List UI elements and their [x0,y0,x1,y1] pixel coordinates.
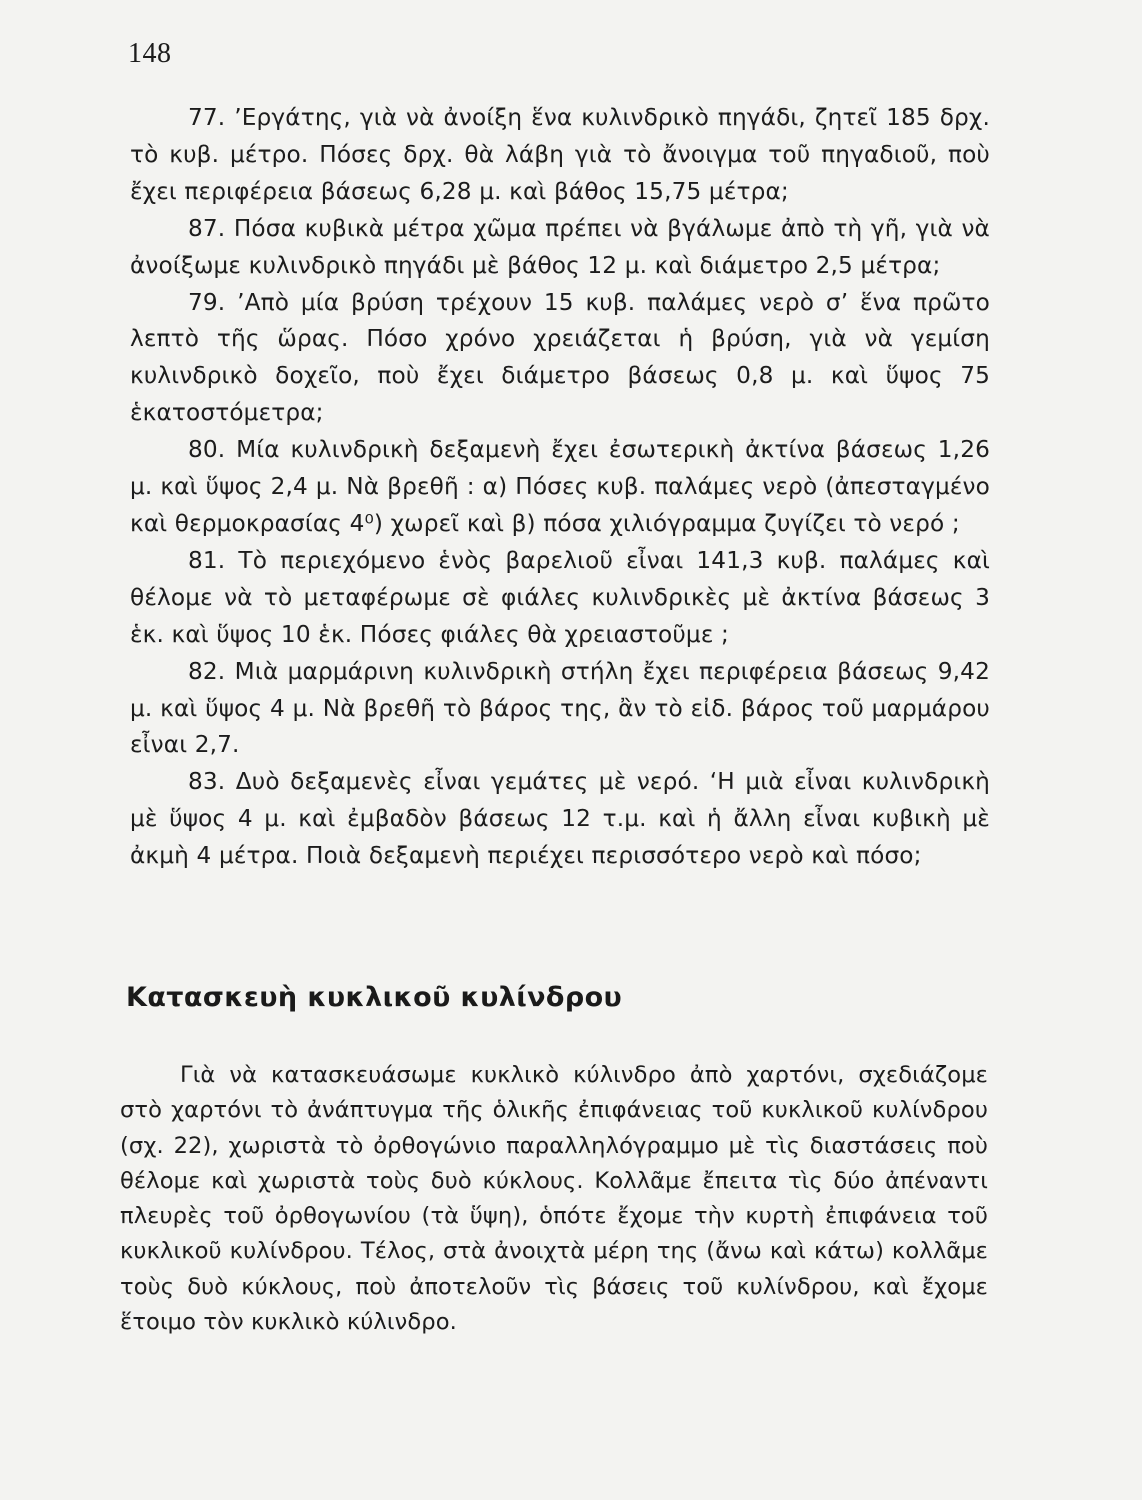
section-heading: Κατασκευὴ κυκλικοῦ κυλίνδρου [126,982,623,1013]
construction-paragraph: Γιὰ νὰ κατασκευάσωμε κυκλικὸ κύλινδρο ἀπὸ χαρτόνι, σχεδιάζομε στὸ χαρτόνι τὸ ἀνάπτυγμα τῆς ὁλικῆς ἐπιφάνειας τοῦ κυκλικοῦ κυλίνδρου (σχ. 22), χωριστὰ τὸ ὀρθογώνιο παραλληλόγραμμο μὲ τὶς διαστάσεις ποὺ θέλομε καὶ χωριστὰ τοὺς δυὸ κύκλους. Κολλᾶμε ἔπειτα τὶς δύο ἀπέναντι πλευρὲς τοῦ ὀρθογωνίου (τὰ ὕψη), ὁπότε ἔχομε τὴν κυρτὴ ἐπιφάνεια τοῦ κυκλικοῦ κυλίνδρου. Τέλος, στὰ ἀνοιχτὰ μέρη της (ἄνω καὶ κάτω) κολλᾶμε τοὺς δυὸ κύκλους, ποὺ ἀποτελοῦν τὶς βάσεις τοῦ κυλίνδρου, καὶ ἔχομε ἕτοιμο τὸν κυκλικὸ κύλινδρο. [120,1062,988,1336]
problem-83: 83. Δυὸ δεξαμενὲς εἶναι γεμάτες μὲ νερό. ‘Η μιὰ εἶναι κυλινδρικὴ μὲ ὕψος 4 μ. καὶ ἐμβαδὸν βάσεως 12 τ.μ. καὶ ἡ ἄλλη εἶναι κυβικὴ μὲ ἀκμὴ 4 μέτρα. Ποιὰ δεξαμενὴ περιέχει περισσότερο νερὸ καὶ πόσο; [130,768,990,870]
problem-80: 80. Μία κυλινδρικὴ δεξαμενὴ ἔχει ἐσωτερικὴ ἀκτίνα βάσεως 1,26 μ. καὶ ὕψος 2,4 μ. Νὰ βρεθῆ : α) Πόσες κυβ. παλάμες νερὸ (ἀπεσταγμένο καὶ θερμοκρασίας 4⁰) χωρεῖ καὶ β) πόσα χιλιόγραμμα ζυγίζει τὸ νερό ; [130,436,990,537]
problem-81: 81. Τὸ περιεχόμενο ἑνὸς βαρελιοῦ εἶναι 141,3 κυβ. παλάμες καὶ θέλομε νὰ τὸ μεταφέρωμε σὲ φιάλες κυλινδρικὲς μὲ ἀκτίνα βάσεως 3 ἑκ. καὶ ὕψος 10 ἑκ. Πόσες φιάλες θὰ χρειαστοῦμε ; [130,546,990,648]
problem-list [130,100,990,875]
problem-79: 79. ’Απὸ μία βρύση τρέχουν 15 κυβ. παλάμες νερὸ σ’ ἕνα πρῶτο λεπτὸ τῆς ὥρας. Πόσο χρόνο χρειάζεται ἡ βρύση, γιὰ νὰ γεμίση κυλινδρικὸ δοχεῖο, ποὺ ἔχει διάμετρο βάσεως 0,8 μ. καὶ ὕψος 75 ἑκατοστόμετρα; [130,288,990,427]
problem-77: 77. ’Εργάτης, γιὰ νὰ ἀνοίξη ἕνα κυλινδρικὸ πηγάδι, ζητεῖ 185 δρχ. τὸ κυβ. μέτρο. Πόσες δρχ. θὰ λάβη γιὰ τὸ ἄνοιγμα τοῦ πηγαδιοῦ, ποὺ ἔχει περιφέρεια βάσεως 6,28 μ. καὶ βάθος 15,75 μέτρα; [130,104,990,205]
problem-87: 87. Πόσα κυβικὰ μέτρα χῶμα πρέπει νὰ βγάλωμε ἀπὸ τὴ γῆ, γιὰ νὰ ἀνοίξωμε κυλινδρικὸ πηγάδι μὲ βάθος 12 μ. καὶ διάμετρο 2,5 μέτρα; [130,214,990,279]
problem-82: 82. Μιὰ μαρμάρινη κυλινδρικὴ στήλη ἔχει περιφέρεια βάσεως 9,42 μ. καὶ ὕψος 4 μ. Νὰ βρεθῆ τὸ βάρος της, ἂν τὸ εἰδ. βάρος τοῦ μαρμάρου εἶναι 2,7. [130,657,990,759]
page-number: 148 [128,38,172,69]
